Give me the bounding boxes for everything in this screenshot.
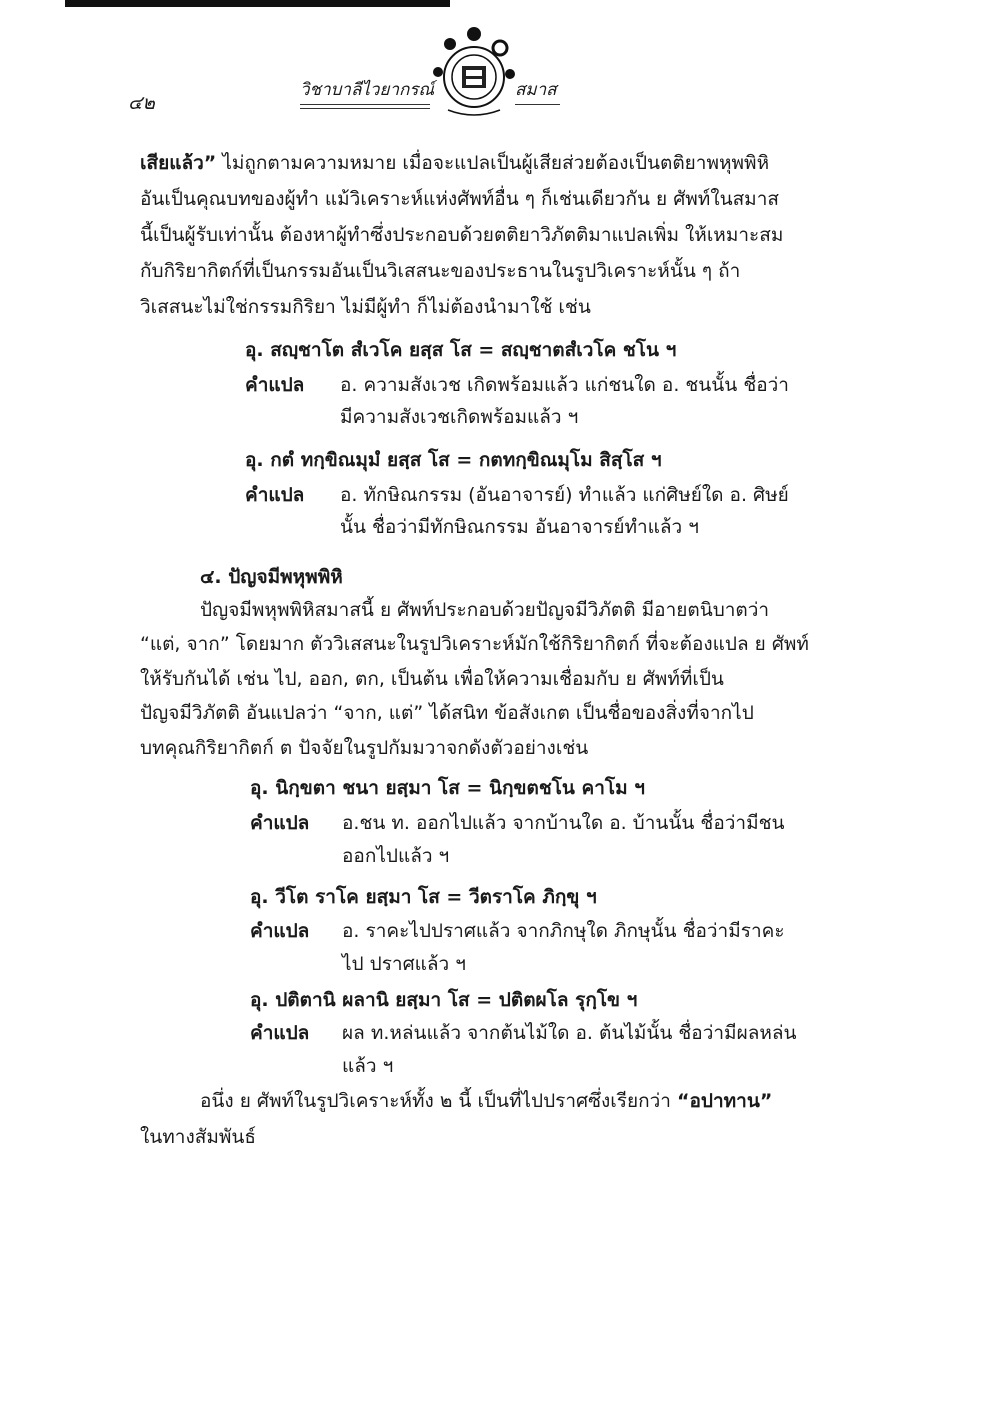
paragraph2-line: “แต่, จาก” โดยมาก ตัววิเสสนะในรูปวิเคราะห์มักใช้กิริยากิตก์ ที่จะต้องแปล ย ศัพท์ (140, 633, 809, 655)
paragraph2-line: ปัญจมีวิภัตติ อันแปลว่า “จาก, แต่” ได้สนิท ข้อสังเกต เป็นชื่อของสิ่งที่จากไป (140, 702, 754, 724)
translation-label: คำแปล (250, 920, 310, 942)
paragraph1-line: วิเสสนะไม่ใช่กรรมกิริยา ไม่มีผู้ทำ ก็ไม่ต้องนำมาใช้ เช่น (140, 296, 591, 318)
header-title-left: วิชาบาลีไวยากรณ์ (300, 80, 435, 100)
paragraph1-line (140, 150, 769, 176)
closing-line (200, 1088, 772, 1114)
example-pali: อุ. ปติตานิ ผลานิ ยสฺมา โส = ปติตผโล รุกฺโข ฯ (250, 989, 638, 1011)
bold-term: “อปาทาน” (677, 1090, 773, 1112)
translation-label: คำแปล (250, 1022, 310, 1044)
page-number: ๔๒ (128, 92, 155, 114)
bold-phrase: เสียแล้ว” (140, 152, 217, 174)
paragraph1-line: นี้เป็นผู้รับเท่านั้น ต้องหาผู้ทำซึ่งประกอบด้วยตติยาวิภัตติมาแปลเพิ่ม ให้เหมาะสม (140, 224, 784, 246)
translation-text: ผล ท.หล่นแล้ว จากต้นไม้ใด อ. ต้นไม้นั้น ชื่อว่ามีผลหล่น (342, 1022, 797, 1044)
paragraph1-line: กับกิริยากิตก์ที่เป็นกรรมอันเป็นวิเสสนะของประธานในรูปวิเคราะห์นั้น ๆ ถ้า (140, 260, 741, 282)
translation-text: ไป ปราศแล้ว ฯ (342, 953, 466, 975)
paragraph2-line: ให้รับกันได้ เช่น ไป, ออก, ตก, เป็นต้น เพื่อให้ความเชื่อมกับ ย ศัพท์ที่เป็น (140, 668, 724, 690)
translation-text: มีความสังเวชเกิดพร้อมแล้ว ฯ (340, 406, 579, 428)
header-rule-left-2 (300, 108, 430, 109)
translation-text: อ. ความสังเวช เกิดพร้อมแล้ว แก่ชนใด อ. ชนนั้น ชื่อว่า (340, 374, 789, 396)
page-header (0, 0, 1000, 130)
paragraph1-line: อันเป็นคุณบทของผู้ทำ แม้วิเคราะห์แห่งศัพท์อื่น ๆ ก็เช่นเดียวกัน ย ศัพท์ในสมาส (140, 188, 779, 210)
translation-label: คำแปล (245, 374, 305, 396)
example-pali: อุ. นิกฺขตา ชนา ยสฺมา โส = นิกฺขตชโน คาโม ฯ (250, 777, 645, 799)
closing-line: ในทางสัมพันธ์ (140, 1126, 256, 1148)
translation-label: คำแปล (245, 484, 305, 506)
translation-text: แล้ว ฯ (342, 1055, 394, 1077)
example-pali: อุ. วีโต ราโค ยสฺมา โส = วีตราโค ภิกฺขุ ฯ (250, 886, 597, 908)
paragraph2-line: ปัญจมีพหุพพิหิสมาสนี้ ย ศัพท์ประกอบด้วยปัญจมีวิภัตติ มีอายตนิบาตว่า (200, 599, 770, 621)
line-text: ไม่ถูกตามความหมาย เมื่อจะแปลเป็นผู้เสียส่วยต้องเป็นตติยาพหุพพิหิ (216, 152, 770, 174)
section-heading: ๔. ปัญจมีพหุพพิหิ (200, 566, 343, 588)
translation-text: ออกไปแล้ว ฯ (342, 845, 450, 867)
paragraph2-line: บทคุณกิริยากิตก์ ต ปัจจัยในรูปกัมมวาจกดังตัวอย่างเช่น (140, 737, 589, 759)
translation-label: คำแปล (250, 812, 310, 834)
translation-text: อ. ราคะไปปราศแล้ว จากภิกษุใด ภิกษุนั้น ชื่อว่ามีราคะ (342, 920, 785, 942)
example-pali: อุ. สญฺชาโต สํเวโค ยสฺส โส = สญฺชาตสํเวโค ชโน ฯ (245, 339, 677, 361)
translation-text: อ. ทักษิณกรรม (อันอาจารย์) ทำแล้ว แก่ศิษย์ใด อ. ศิษย์ (340, 484, 789, 506)
line-text: อนึ่ง ย ศัพท์ในรูปวิเคราะห์ทั้ง ๒ นี้ เป็นที่ไปปราศซึ่งเรียกว่า (200, 1090, 678, 1112)
header-rule-left (300, 104, 430, 105)
example-pali: อุ. กตํ ทกฺขิณมุมํ ยสฺส โส = กตทกฺขิณมุโม สิสฺโส ฯ (245, 449, 662, 471)
translation-text: นั้น ชื่อว่ามีทักษิณกรรม อันอาจารย์ทำแล้ว ฯ (340, 516, 699, 538)
header-rule-right (515, 104, 560, 105)
seal-emblem-icon (428, 22, 520, 122)
header-title-right: สมาส (515, 80, 557, 100)
translation-text: อ.ชน ท. ออกไปแล้ว จากบ้านใด อ. บ้านนั้น ชื่อว่ามีชน (342, 812, 785, 834)
